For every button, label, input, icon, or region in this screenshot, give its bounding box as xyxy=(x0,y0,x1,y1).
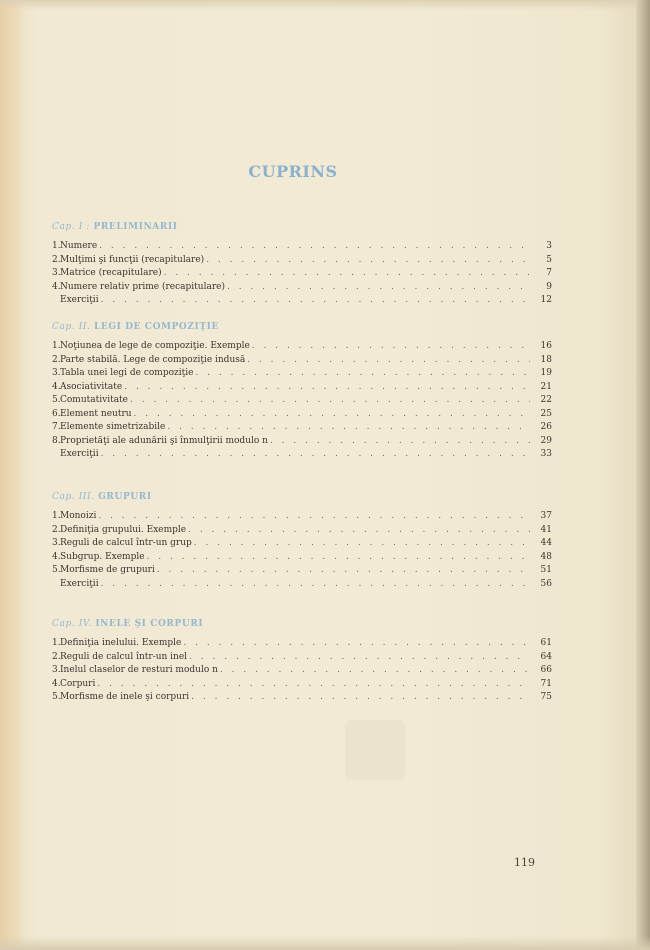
entry-page: 25 xyxy=(540,408,552,419)
dot-leader xyxy=(130,395,530,405)
dot-leader xyxy=(195,368,530,378)
entry-label: Inelul claselor de resturi modulo n xyxy=(60,665,218,675)
toc-entry[interactable] xyxy=(52,341,552,355)
page-bottom-edge xyxy=(0,936,650,950)
entry-label: Reguli de calcul într-un inel xyxy=(60,651,188,662)
entry-number: 5. xyxy=(52,565,61,575)
dot-leader xyxy=(220,665,530,675)
chapter-title: LEGI DE COMPOZIŢIE xyxy=(93,322,219,332)
entry-label: Monoizi xyxy=(60,511,97,521)
dot-leader xyxy=(98,511,530,521)
toc-entry[interactable] xyxy=(52,652,552,666)
toc-entry[interactable] xyxy=(52,241,552,255)
entry-number: 5. xyxy=(52,395,61,405)
entry-number: 4. xyxy=(52,381,61,392)
chapter-number: Cap. III. xyxy=(52,492,95,502)
entry-number: 3. xyxy=(52,665,61,675)
entry-number: 3. xyxy=(52,368,61,378)
entry-number: 7. xyxy=(52,422,61,432)
entry-page: 48 xyxy=(540,551,552,562)
toc-entry[interactable] xyxy=(52,282,552,296)
chapter-2 xyxy=(52,322,552,463)
chapter-heading xyxy=(52,619,552,635)
entry-label: Morfisme de inele şi corpuri xyxy=(60,692,190,702)
toc-entry[interactable] xyxy=(52,538,552,552)
entry-number: 6. xyxy=(52,408,61,419)
entry-label: Corpuri xyxy=(60,678,96,689)
dot-leader xyxy=(124,382,530,392)
toc-entry[interactable] xyxy=(52,355,552,369)
chapter-3 xyxy=(52,492,552,592)
paper-stain xyxy=(345,720,405,780)
entry-number: 1. xyxy=(52,638,61,648)
chapter-title: INELE ŞI CORPURI xyxy=(95,619,204,629)
entry-number: 4. xyxy=(52,678,61,689)
dot-leader xyxy=(99,241,530,251)
entry-label: Proprietăţi ale adunării şi înmulţirii modulo n xyxy=(60,435,268,446)
toc-entry[interactable] xyxy=(52,436,552,450)
entry-page: 3 xyxy=(546,241,552,251)
toc-entry[interactable] xyxy=(52,255,552,269)
entry-number: 2. xyxy=(52,254,61,265)
entry-label: Matrice (recapitulare) xyxy=(60,268,162,278)
toc-entry[interactable] xyxy=(52,511,552,525)
entry-page: 71 xyxy=(540,678,552,689)
entry-label: Exerciţii xyxy=(60,449,99,459)
entry-page: 7 xyxy=(546,268,552,278)
chapter-title: GRUPURI xyxy=(98,492,152,502)
dot-leader xyxy=(101,295,530,305)
entry-number: 1. xyxy=(52,511,61,521)
dot-leader xyxy=(206,255,530,265)
chapter-heading xyxy=(52,222,552,238)
entry-number: 2. xyxy=(52,651,61,662)
entry-page: 66 xyxy=(540,665,552,675)
page-title: CUPRINS xyxy=(248,162,338,181)
entry-label: Elemente simetrizabile xyxy=(60,422,166,432)
entry-page: 22 xyxy=(540,395,552,405)
toc-entry[interactable] xyxy=(52,552,552,566)
dot-leader xyxy=(189,652,530,662)
entry-page: 21 xyxy=(540,381,552,392)
entry-page: 64 xyxy=(540,651,552,662)
entry-label: Asociativitate xyxy=(60,381,123,392)
entry-number: 3. xyxy=(52,268,61,278)
entry-page: 37 xyxy=(540,511,552,521)
dot-leader xyxy=(227,282,530,292)
entry-number: 2. xyxy=(52,524,61,535)
entry-label: Morfisme de grupuri xyxy=(60,565,155,575)
entry-page: 26 xyxy=(540,422,552,432)
chapter-heading xyxy=(52,322,552,338)
dot-leader xyxy=(270,436,530,446)
entry-label: Mulţimi şi funcţii (recapitulare) xyxy=(60,254,205,265)
entry-page: 56 xyxy=(540,578,552,589)
toc-entry[interactable] xyxy=(52,368,552,382)
entry-page: 75 xyxy=(540,692,552,702)
toc-entry[interactable] xyxy=(52,395,552,409)
entry-label: Noţiunea de lege de compoziţie. Exemple xyxy=(60,341,250,351)
entry-page: 44 xyxy=(540,538,552,548)
entry-number: 3. xyxy=(52,538,61,548)
entry-page: 16 xyxy=(540,341,552,351)
entry-page: 29 xyxy=(540,435,552,446)
entry-page: 19 xyxy=(540,368,552,378)
entry-label: Definiţia grupului. Exemple xyxy=(60,524,187,535)
entry-page: 33 xyxy=(540,449,552,459)
chapter-title: PRELIMINARII xyxy=(93,222,178,232)
toc-entry[interactable] xyxy=(52,525,552,539)
dot-leader xyxy=(167,422,530,432)
entry-page: 18 xyxy=(540,354,552,365)
entry-label: Reguli de calcul într-un grup xyxy=(60,538,192,548)
toc-entry-exercises[interactable] xyxy=(52,295,552,309)
entry-label: Numere xyxy=(60,241,98,251)
dot-leader xyxy=(183,638,530,648)
chapter-number: Cap. I : xyxy=(52,222,90,232)
chapter-heading xyxy=(52,492,552,508)
entry-page: 61 xyxy=(540,638,552,648)
chapter-1 xyxy=(52,222,552,309)
toc-entry[interactable] xyxy=(52,268,552,282)
entry-number: 8. xyxy=(52,435,61,446)
dot-leader xyxy=(247,355,530,365)
entry-page: 51 xyxy=(540,565,552,575)
dot-leader xyxy=(157,565,530,575)
toc-entry[interactable] xyxy=(52,422,552,436)
dot-leader xyxy=(147,552,530,562)
toc-entry-exercises[interactable] xyxy=(52,449,552,463)
dot-leader xyxy=(101,449,530,459)
dot-leader xyxy=(252,341,530,351)
toc-entry[interactable] xyxy=(52,665,552,679)
entry-label: Exerciţii xyxy=(60,578,99,589)
entry-label: Element neutru xyxy=(60,408,132,419)
toc-entry-exercises[interactable] xyxy=(52,579,552,593)
entry-page: 9 xyxy=(546,281,552,292)
toc-entry[interactable] xyxy=(52,679,552,693)
dot-leader xyxy=(164,268,530,278)
toc-entry[interactable] xyxy=(52,638,552,652)
toc-entry[interactable] xyxy=(52,409,552,423)
entry-page: 12 xyxy=(540,295,552,305)
page-right-edge xyxy=(636,0,650,950)
entry-label: Comutativitate xyxy=(60,395,129,405)
entry-label: Subgrup. Exemple xyxy=(60,551,145,562)
page-gutter-shadow xyxy=(0,0,26,950)
entry-number: 4. xyxy=(52,551,61,562)
entry-page: 41 xyxy=(540,524,552,535)
dot-leader xyxy=(97,679,530,689)
entry-label: Parte stabilă. Lege de compoziţie indusă xyxy=(60,354,246,365)
chapter-number: Cap. II. xyxy=(52,322,91,332)
dot-leader xyxy=(134,409,530,419)
toc-entry[interactable] xyxy=(52,692,552,706)
chapter-number: Cap. IV. xyxy=(52,619,92,629)
toc-entry[interactable] xyxy=(52,382,552,396)
entry-number: 5. xyxy=(52,692,61,702)
entry-label: Tabla unei legi de compoziţie xyxy=(60,368,194,378)
entry-number: 4. xyxy=(52,281,61,292)
page-top-edge xyxy=(0,0,650,10)
entry-page: 5 xyxy=(546,254,552,265)
dot-leader xyxy=(188,525,530,535)
entry-number: 2. xyxy=(52,354,61,365)
dot-leader xyxy=(101,579,530,589)
entry-label: Numere relativ prime (recapitulare) xyxy=(60,281,225,292)
toc-entry[interactable] xyxy=(52,565,552,579)
dot-leader xyxy=(194,538,530,548)
entry-label: Exerciţii xyxy=(60,295,99,305)
entry-label: Definiţia inelului. Exemple xyxy=(60,638,182,648)
entry-number: 1. xyxy=(52,341,61,351)
chapter-4 xyxy=(52,619,552,706)
entry-number: 1. xyxy=(52,241,61,251)
page-number: 119 xyxy=(514,856,535,869)
dot-leader xyxy=(191,692,530,702)
